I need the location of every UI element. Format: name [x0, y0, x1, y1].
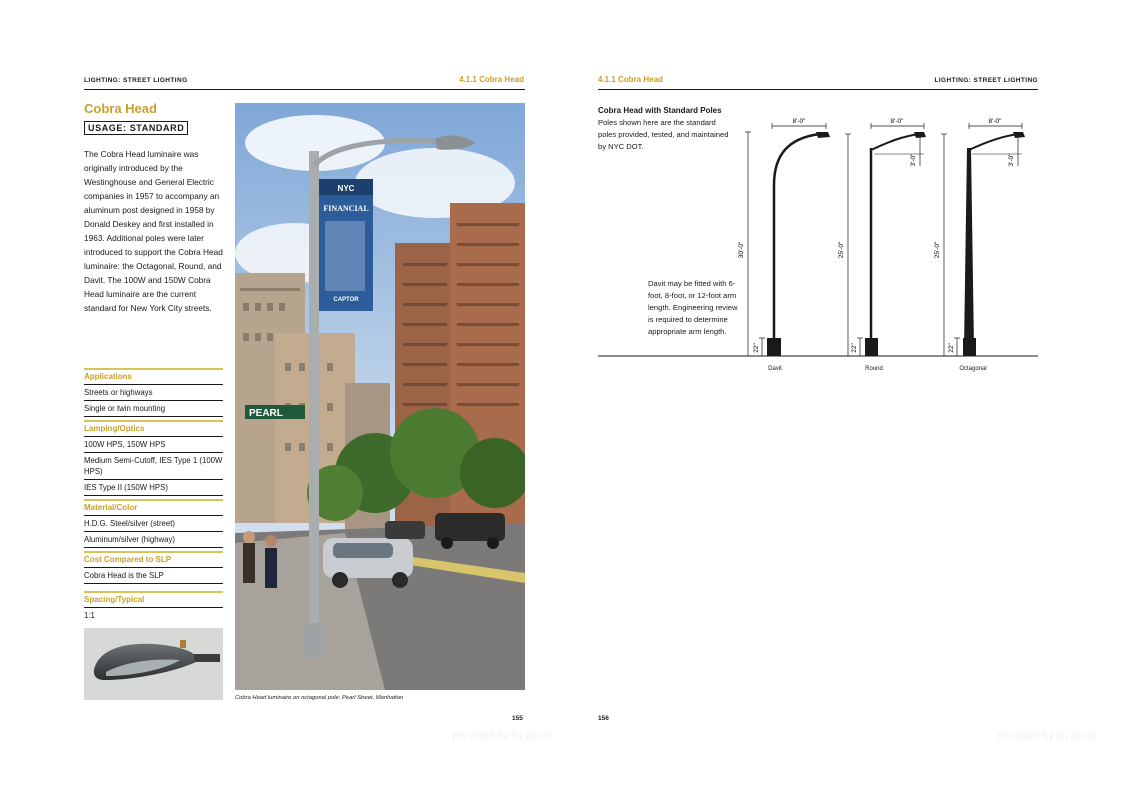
- davit-note: Davit may be fitted with 6-foot, 8-foot, or 12-foot arm length. Engineering review is required to determine appropriate arm length.: [648, 279, 738, 336]
- spec-row: 100W HPS, 150W HPS: [84, 440, 166, 449]
- left-header-rule: [84, 89, 525, 90]
- left-page-number: 155: [512, 715, 523, 722]
- pole-label-round: Round: [865, 366, 883, 372]
- right-page-number: 156: [598, 715, 609, 722]
- right-section-tag: 4.1.1 Cobra Head: [598, 75, 663, 84]
- spec-row: 1:1: [84, 611, 95, 620]
- spec-row: H.D.G. Steel/silver (street): [84, 519, 175, 528]
- spec-table: [84, 368, 223, 623]
- spec-row: Single or twin mounting: [84, 404, 166, 413]
- pole-label-octagonal: Octagonal: [959, 366, 987, 372]
- page-title: Cobra Head: [84, 101, 157, 116]
- banner-captor: CAPTOR: [333, 297, 359, 303]
- octagonal-arm-label: 8'-0": [988, 118, 1002, 125]
- spec-heading-material: Material/Color: [84, 503, 138, 512]
- spec-heading-cost: Cost Compared to SLP: [84, 555, 172, 564]
- pole-label-davit: Davit: [768, 366, 782, 372]
- intro-paragraph: The Cobra Head luminaire was originally introduced by the Westinghouse and General Electric companies in 1957 to accompany an aluminum post designed in 1958 by Donald Deskey and first installed in 1963. Additional poles were later introduced to support the Cobra Head luminaire: the Octagonal, Round, and Davit. The 100W and 150W Cobra Head luminaire are the current standard for New York City streets.: [84, 149, 223, 313]
- spec-row: Cobra Head is the SLP: [84, 571, 164, 580]
- banner-nyc: NYC: [337, 184, 355, 193]
- diagram-title: Cobra Head with Standard Poles: [598, 106, 722, 115]
- spec-row: Medium Semi-Cutoff, IES Type 1 (100W HPS): [84, 456, 223, 476]
- davit-height-label: 30'-0": [738, 241, 745, 259]
- davit-arm-label: 8'-0": [792, 118, 806, 125]
- banner-financial: FINANCIAL: [323, 204, 369, 213]
- street-sign: PEARL: [249, 408, 283, 419]
- diagram-description: Poles shown here are the standard poles provided, tested, and maintained by NYC DOT.: [598, 118, 729, 151]
- luminaire-photo: [84, 628, 223, 700]
- left-running-head: LIGHTING: STREET LIGHTING: [84, 77, 188, 84]
- octagonal-height-label: 25'-0": [934, 241, 941, 259]
- round-arm-label: 8'-0": [890, 118, 904, 125]
- spec-heading-spacing: Spacing/Typical: [84, 595, 145, 604]
- right-header-rule: [598, 89, 1038, 90]
- davit-pole: [745, 123, 830, 356]
- left-watermark: provided by liu jiacai: [452, 730, 552, 742]
- octagonal-base-label: 22": [948, 343, 955, 353]
- davit-base-label: 22": [753, 343, 760, 353]
- street-photo: [235, 103, 525, 690]
- spec-row: Aluminum/silver (highway): [84, 535, 175, 544]
- round-base-label: 22": [851, 343, 858, 353]
- photo-caption: Cobra Head luminaire on octagonal pole: Pearl Street, Manhattan: [235, 695, 404, 701]
- spec-heading-lamping: Lamping/Optics: [84, 424, 145, 433]
- pole-diagram: [598, 110, 1038, 370]
- right-watermark: provided by liu jiacai: [997, 730, 1097, 742]
- round-height-label: 25'-0": [838, 241, 845, 259]
- left-section-tag: 4.1.1 Cobra Head: [459, 75, 524, 84]
- octagonal-rise-label: 3'-0": [1008, 153, 1015, 167]
- spec-row: IES Type II (150W HPS): [84, 483, 168, 492]
- right-running-head: LIGHTING: STREET LIGHTING: [934, 77, 1038, 84]
- spec-rule: [84, 368, 223, 370]
- spec-heading-applications: Applications: [84, 372, 133, 381]
- spec-row: Streets or highways: [84, 388, 153, 397]
- round-rise-label: 3'-0": [910, 153, 917, 167]
- usage-badge: USAGE: STANDARD: [84, 121, 188, 135]
